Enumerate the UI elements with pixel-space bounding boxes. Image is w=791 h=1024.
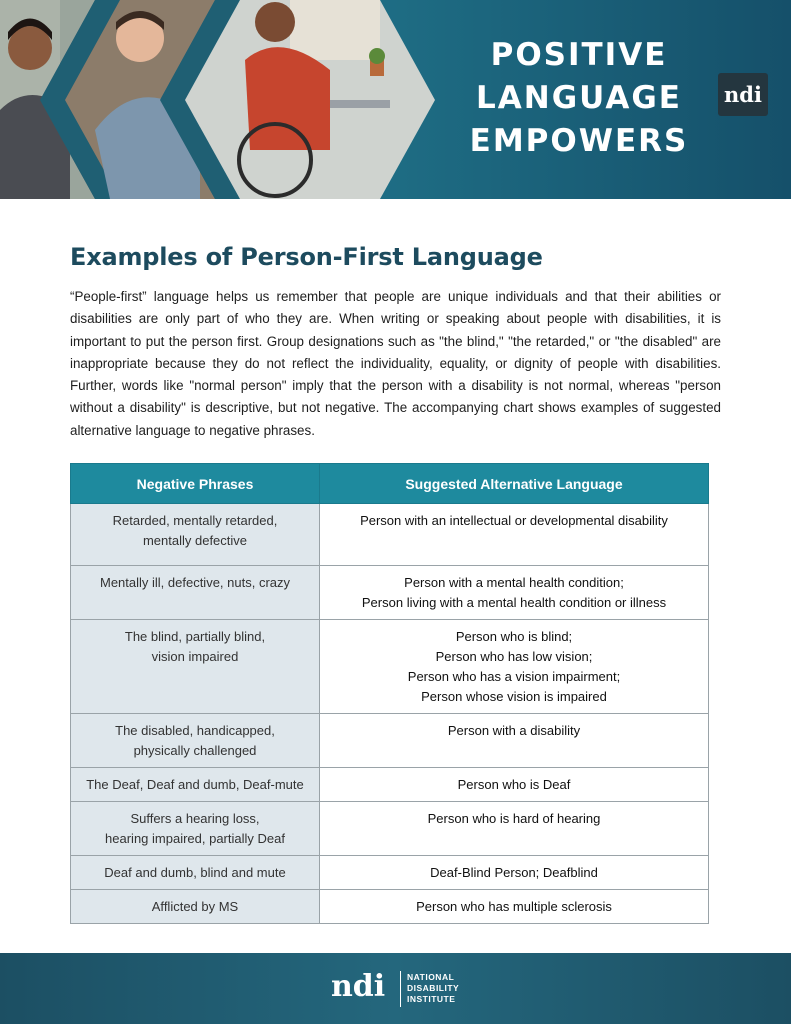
negative-phrase-cell: [71, 890, 320, 924]
alternative-language-cell: [320, 856, 709, 890]
negative-phrase-cell: [71, 714, 320, 768]
banner-title: [452, 34, 706, 163]
footer-org-line-2: DISABILITY: [407, 983, 460, 993]
footer-org-line-3: INSTITUTE: [407, 994, 456, 1004]
table-row: [71, 856, 709, 890]
negative-phrase-text: Afflicted by MS: [151, 899, 239, 914]
header-alternative-language: Suggested Alternative Language: [320, 464, 709, 504]
alternative-language-text: Person with a mental health condition;: [404, 575, 624, 590]
intro-paragraph: “People-first” language helps us remember that people are unique individuals and that their abilities or disabilities are only part of who they are. When writing or speaking about people with disabilities, it is important to put the person first. Group designations such as "the blind," "the retarded," or "the disabled" are inappropriate because they do not reflect the individuality, equality, or dignity of people with disabilities. Further, words like "normal person" imply that the person with a disability is not normal, whereas "person without a disability" is descriptive, but not negative. The accompanying chart shows examples of suggested alternative language to negative phrases.: [70, 289, 721, 438]
footer-org-line-1: NATIONAL: [407, 972, 455, 982]
table-row: [71, 768, 709, 802]
table-header-row: [71, 464, 709, 504]
negative-phrase-text: physically challenged: [133, 743, 257, 758]
alternative-language-cell: [320, 620, 709, 714]
alternative-language-text: Person who is blind;: [455, 629, 573, 644]
footer-logo-divider: [400, 971, 401, 1007]
negative-phrase-text: hearing impaired, partially Deaf: [105, 831, 285, 846]
banner-title-line-3: EMPOWERS: [469, 123, 689, 159]
table-row: [71, 714, 709, 768]
banner-title-line-1: POSITIVE: [490, 37, 668, 73]
ndi-logo: ndi: [718, 73, 768, 116]
negative-phrase-text: The Deaf, Deaf and dumb, Deaf-mute: [86, 777, 304, 792]
alternative-language-text: Person who is Deaf: [457, 777, 571, 792]
alternative-language-text: Deaf-Blind Person; Deafblind: [430, 865, 598, 880]
negative-phrase-text: vision impaired: [151, 649, 239, 664]
negative-phrase-cell: [71, 504, 320, 566]
table-row: [71, 504, 709, 566]
negative-phrase-text: Retarded, mentally retarded,: [112, 513, 278, 528]
negative-phrase-cell: [71, 856, 320, 890]
negative-phrase-text: The blind, partially blind,: [124, 629, 266, 644]
footer-ndi-logo: ndi: [331, 969, 386, 1004]
table-row: [71, 802, 709, 856]
alternative-language-text: Person who is hard of hearing: [427, 811, 601, 826]
negative-phrase-cell: [71, 566, 320, 620]
alternative-language-text: Person whose vision is impaired: [421, 689, 607, 704]
negative-phrase-text: The disabled, handicapped,: [115, 723, 275, 738]
alternative-language-cell: [320, 802, 709, 856]
page-title: Examples of Person-First Language: [70, 243, 543, 271]
table-row: [71, 620, 709, 714]
banner-title-line-2: LANGUAGE: [476, 80, 682, 116]
alternative-language-cell: [320, 566, 709, 620]
negative-phrase-cell: [71, 768, 320, 802]
table-row: [71, 566, 709, 620]
negative-phrase-text: Deaf and dumb, blind and mute: [104, 865, 286, 880]
header-banner: [0, 0, 791, 199]
alternative-language-text: Person with a disability: [447, 723, 581, 738]
alternative-language-cell: [320, 714, 709, 768]
header-photo-collage: [0, 0, 460, 199]
negative-phrase-cell: [71, 802, 320, 856]
negative-phrase-cell: [71, 620, 320, 714]
alternative-language-cell: [320, 504, 709, 566]
footer: [0, 953, 791, 1024]
footer-org-name: [407, 972, 459, 1005]
alternative-language-cell: [320, 768, 709, 802]
alternative-language-text: Person living with a mental health condition or illness: [361, 595, 667, 610]
alternative-language-text: Person who has low vision;: [435, 649, 593, 664]
phrases-table: [70, 463, 709, 924]
negative-phrase-text: Suffers a hearing loss,: [130, 811, 260, 826]
header-negative-phrases: Negative Phrases: [71, 464, 320, 504]
alternative-language-text: Person who has multiple sclerosis: [416, 899, 612, 914]
table-row: [71, 890, 709, 924]
alternative-language-text: Person with an intellectual or developmental disability: [360, 513, 668, 528]
negative-phrase-text: mentally defective: [142, 533, 248, 548]
alternative-language-cell: [320, 890, 709, 924]
negative-phrase-text: Mentally ill, defective, nuts, crazy: [99, 575, 291, 590]
alternative-language-text: Person who has a vision impairment;: [407, 669, 621, 684]
